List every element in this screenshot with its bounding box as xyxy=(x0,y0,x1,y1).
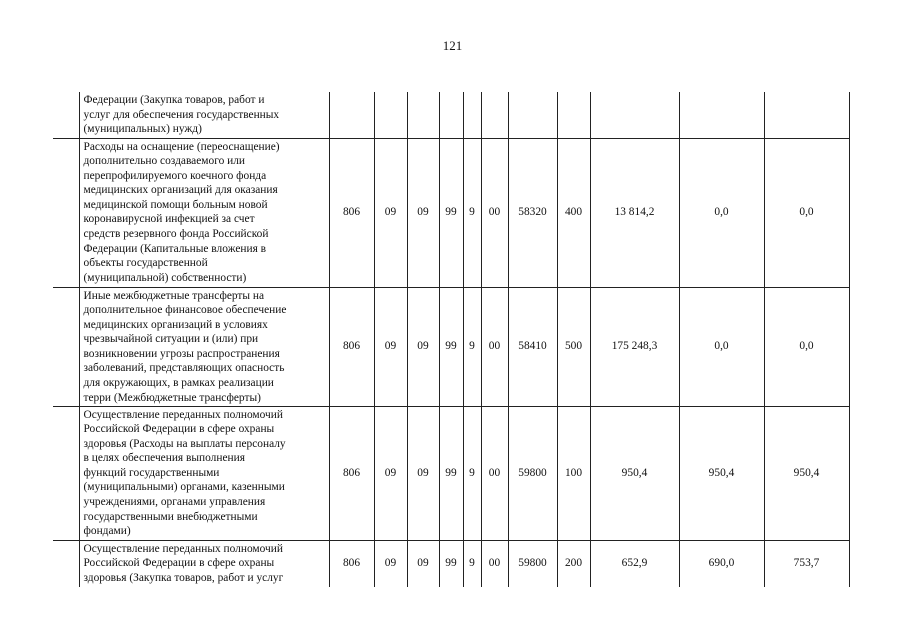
direction-cell xyxy=(508,92,557,138)
amount-year2-cell: 0,0 xyxy=(679,138,764,287)
budget-table-body xyxy=(53,92,849,587)
amount-year1-cell: 950,4 xyxy=(590,406,679,540)
description-cell xyxy=(79,138,329,287)
table-row xyxy=(53,92,849,138)
amount-year3-cell: 950,4 xyxy=(764,406,849,540)
row-margin-cell xyxy=(53,406,79,540)
amount-year3-cell: 753,7 xyxy=(764,540,849,587)
event-cell: 00 xyxy=(481,540,508,587)
subsection-cell: 09 xyxy=(407,406,439,540)
table-row xyxy=(53,287,849,406)
description-text: Федерации (Закупка товаров, работ и услуг для обеспечения государственных (муниципальных) нужд) xyxy=(83,94,280,136)
subsection-cell: 09 xyxy=(407,540,439,587)
section-cell: 09 xyxy=(374,138,407,287)
description-cell xyxy=(79,287,329,406)
page-number: 121 xyxy=(442,38,463,53)
description-cell xyxy=(79,406,329,540)
subsection-cell: 09 xyxy=(407,138,439,287)
subprogram-cell xyxy=(463,92,481,138)
table-row xyxy=(53,406,849,540)
ministry-code-cell: 806 xyxy=(329,540,374,587)
event-cell: 00 xyxy=(481,406,508,540)
subprogram-cell: 9 xyxy=(463,138,481,287)
program-cell: 99 xyxy=(439,406,463,540)
program-cell: 99 xyxy=(439,138,463,287)
amount-year1-cell: 652,9 xyxy=(590,540,679,587)
description-text: Расходы на оснащение (переоснащение) дополнительно создаваемого или перепрофилируемого коечного фонда медицинских организаций для оказания медицинской помощи больным новой коронавирусной инфекцией за счет средств резервного фонда Российской Федерации (Капитальные вложения в объекты государственной (муниципальной) собственности) xyxy=(83,140,280,284)
expense-type-cell: 500 xyxy=(557,287,590,406)
description-text: Иные межбюджетные трансферты на дополнительное финансовое обеспечение медицинских организаций в условиях чрезвычайной ситуации и (или) при возникновении угрозы распространения заболеваний, представляющих опасность для окружающих, в рамках реализации терри (Межбюджетные трансферты) xyxy=(83,289,287,404)
amount-year2-cell xyxy=(679,92,764,138)
row-margin-cell xyxy=(53,540,79,587)
amount-year1-cell: 13 814,2 xyxy=(590,138,679,287)
row-margin-cell xyxy=(53,138,79,287)
expense-type-cell: 200 xyxy=(557,540,590,587)
amount-year3-cell: 0,0 xyxy=(764,138,849,287)
subsection-cell: 09 xyxy=(407,287,439,406)
direction-cell: 58320 xyxy=(508,138,557,287)
event-cell: 00 xyxy=(481,138,508,287)
amount-year3-cell: 0,0 xyxy=(764,287,849,406)
program-cell: 99 xyxy=(439,540,463,587)
direction-cell: 58410 xyxy=(508,287,557,406)
event-cell xyxy=(481,92,508,138)
section-cell: 09 xyxy=(374,406,407,540)
ministry-code-cell: 806 xyxy=(329,287,374,406)
section-cell: 09 xyxy=(374,540,407,587)
direction-cell: 59800 xyxy=(508,406,557,540)
description-text: Осуществление переданных полномочий Российской Федерации в сфере охраны здоровья (Закупка товаров, работ и услуг xyxy=(83,542,284,584)
expense-type-cell: 100 xyxy=(557,406,590,540)
table-row xyxy=(53,540,849,587)
direction-cell: 59800 xyxy=(508,540,557,587)
ministry-code-cell: 806 xyxy=(329,138,374,287)
description-cell xyxy=(79,92,329,138)
subprogram-cell: 9 xyxy=(463,540,481,587)
expense-type-cell xyxy=(557,92,590,138)
expense-type-cell: 400 xyxy=(557,138,590,287)
amount-year1-cell xyxy=(590,92,679,138)
section-cell xyxy=(374,92,407,138)
amount-year1-cell: 175 248,3 xyxy=(590,287,679,406)
event-cell: 00 xyxy=(481,287,508,406)
program-cell: 99 xyxy=(439,287,463,406)
ministry-code-cell: 806 xyxy=(329,406,374,540)
subprogram-cell: 9 xyxy=(463,287,481,406)
description-text: Осуществление переданных полномочий Российской Федерации в сфере охраны здоровья (Расходы на выплаты персоналу в целях обеспечения выполнения функций государственными (муниципальными) органами, казенными учреждениями, органами управления государственными внебюджетными фондами) xyxy=(83,408,286,538)
amount-year3-cell xyxy=(764,92,849,138)
budget-table xyxy=(53,92,850,587)
section-cell: 09 xyxy=(374,287,407,406)
description-cell xyxy=(79,540,329,587)
amount-year2-cell: 0,0 xyxy=(679,287,764,406)
program-cell xyxy=(439,92,463,138)
row-margin-cell xyxy=(53,287,79,406)
subprogram-cell: 9 xyxy=(463,406,481,540)
table-row xyxy=(53,138,849,287)
subsection-cell xyxy=(407,92,439,138)
amount-year2-cell: 950,4 xyxy=(679,406,764,540)
amount-year2-cell: 690,0 xyxy=(679,540,764,587)
ministry-code-cell xyxy=(329,92,374,138)
row-margin-cell xyxy=(53,92,79,138)
